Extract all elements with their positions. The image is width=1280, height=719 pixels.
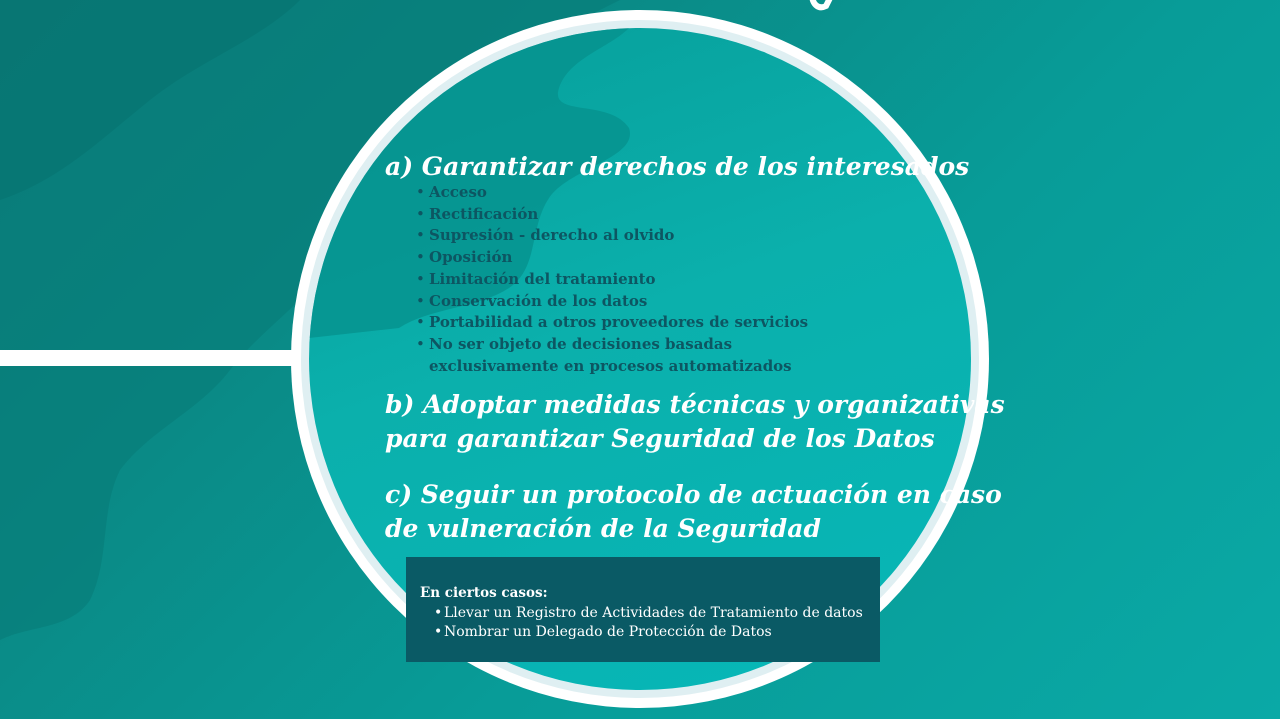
heading-line: c) Seguir un protocolo de actuación en caso xyxy=(385,480,1002,509)
bullet-icon: • xyxy=(416,204,425,223)
list-item xyxy=(416,269,808,291)
list-item xyxy=(416,312,808,334)
list-item xyxy=(434,623,880,643)
bullet-icon: • xyxy=(434,624,443,640)
list-item xyxy=(416,204,808,226)
list-item xyxy=(416,291,808,313)
hook-decoration xyxy=(808,0,834,12)
right-label: No ser objeto de decisiones basadas xyxy=(429,334,733,353)
list-item xyxy=(434,604,880,624)
bullet-icon: • xyxy=(416,313,425,332)
list-item xyxy=(416,247,808,269)
heading-line: de vulneración de la Seguridad xyxy=(385,514,821,543)
note-item-label: Nombrar un Delegado de Protección de Datos xyxy=(444,624,772,640)
list-item xyxy=(416,182,808,204)
right-label: Conservación de los datos xyxy=(429,291,648,310)
heading-security-measures xyxy=(385,388,1005,456)
heading-guarantee-rights: a) Garantizar derechos de los interesados xyxy=(385,152,970,181)
heading-line: para garantizar Seguridad de los Datos xyxy=(385,424,935,453)
bullet-icon: • xyxy=(416,334,425,353)
note-item-label: Llevar un Registro de Actividades de Tratamiento de datos xyxy=(444,604,863,621)
list-item-continuation xyxy=(416,356,808,378)
heading-breach-protocol xyxy=(385,478,1002,546)
bullet-icon: • xyxy=(416,183,425,201)
note-list xyxy=(420,604,880,643)
right-label: Oposición xyxy=(429,248,513,267)
right-label: Acceso xyxy=(429,183,487,201)
bullet-icon: • xyxy=(416,226,425,245)
right-label: Limitación del tratamiento xyxy=(429,269,656,288)
bullet-icon: • xyxy=(416,291,425,310)
bullet-icon: • xyxy=(416,269,425,288)
right-label: Supresión - derecho al olvido xyxy=(429,226,675,245)
note-title: En ciertos casos: xyxy=(420,585,548,601)
list-item xyxy=(416,334,808,356)
bullet-icon: • xyxy=(434,604,443,621)
right-label: Rectificación xyxy=(429,204,539,223)
connector-line xyxy=(0,350,300,366)
right-label: Portabilidad a otros proveedores de servicios xyxy=(429,313,809,332)
heading-line: b) Adoptar medidas técnicas y organizativas xyxy=(385,390,1005,419)
rights-list xyxy=(416,182,808,377)
right-label-continuation: exclusivamente en procesos automatizados xyxy=(429,356,792,375)
bullet-icon: • xyxy=(416,248,425,267)
list-item xyxy=(416,225,808,247)
note-box xyxy=(406,557,880,662)
